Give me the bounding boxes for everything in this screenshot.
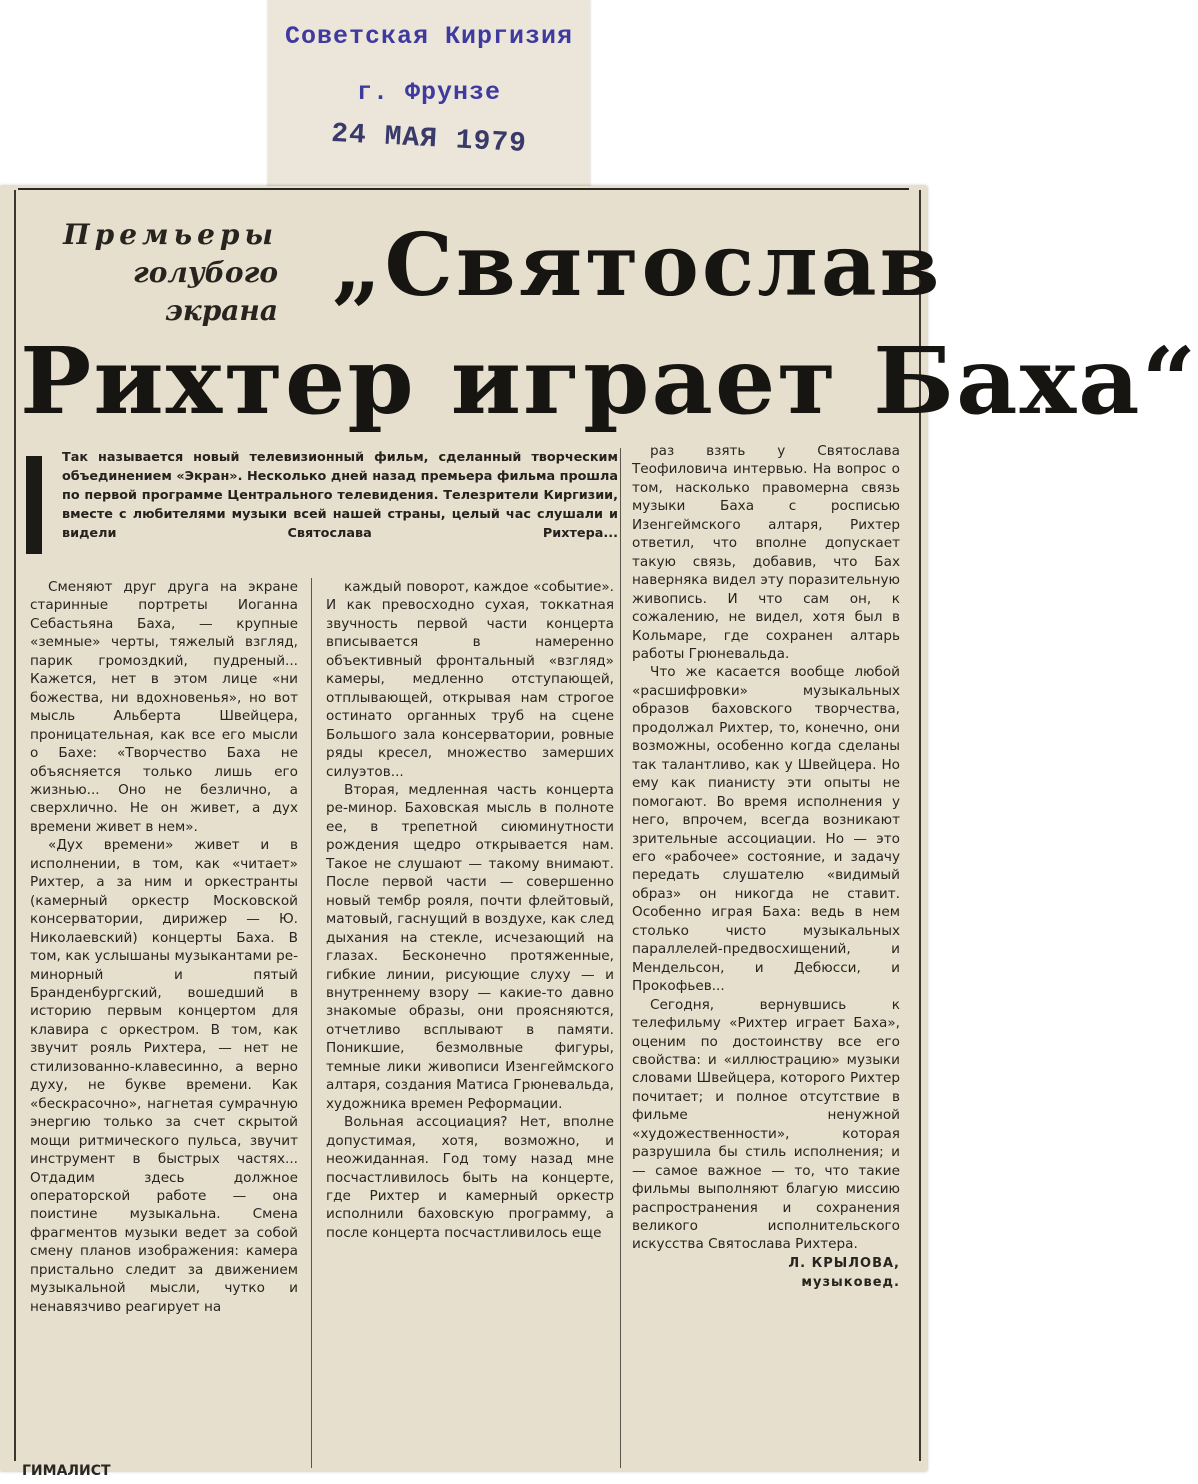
paragraph: Сменяют друг друга на экране старинные портреты Иоганна Себастьяна Баха, — крупные «земные» черты, тяжелый взгляд, парик громоздкий, пудреный... Кажется, нет в этом лице «ни божества, ни вдохновенья», но вот мысль Альберта Швейцера, проницательная, как все его мысли о Бахе: «Творчество Баха не объясняется только лишь его жизнью... Оно не безлично, а сверхлично. Не он живет, а дух времени живет в нем».: [30, 579, 298, 835]
lead-paragraph: Так называется новый телевизионный фильм, сделанный творческим объединением «Экран». Несколько дней назад премьера фильма прошла по первой программе Центрального телевидения. Телезрители Киргизии, вместе с любителями музыки всей нашей страны, целый час слушали и видели Святослава Рихтера...: [62, 450, 618, 541]
headline-line-1: „Святослав: [332, 215, 943, 316]
paragraph: «Дух времени» живет и в исполнении, в том, как «читает» Рихтер, а за ним и оркестранты (камерный оркестр Московской консерватории, дирижер — Ю. Николаевский) концерты Баха. В том, как услышаны музыкантами ре-минорный и пятый Бранденбургский, вошедший в историю первым концертом для клавира с оркестром. В том, как звучит рояль Рихтера, — нет не стилизованно-клавесинно, а верно духу, не букве времени. Как «бескрасочно», нагнетая сумрачную энергию только за счет скрытой мощи ритмического пульса, звучит инструмент в быстрых частях... Отдадим здесь должное операторской работе — она поистине музыкальна. Смена фрагментов музыки ведет за собой смену планов изображения: камера пристально следит за движением музыкальной мысли, чутко и ненавязчиво реагирует на: [30, 837, 298, 1315]
article-column-1: [30, 578, 298, 1316]
article-column-2: [326, 578, 614, 1242]
lead-box: [26, 448, 624, 568]
column-divider: [311, 578, 312, 1468]
author-name: Л. КРЫЛОВА,: [788, 1255, 900, 1271]
lead-bar: [26, 456, 42, 554]
paragraph: Вольная ассоциация? Нет, вполне допустимая, хотя, возможно, и неожиданная. Год тому назад мне посчастливилось быть на концерте, где Рихтер и камерный оркестр исполнили баховскую программу, а после концерта посчастливилось еще: [326, 1114, 614, 1241]
paragraph: каждый поворот, каждое «событие». И как превосходно сухая, токкатная звучность первой части концерта вписывается в намеренно объективный фронтальный «взгляд» камеры, медленно отступающей, отплывающей, открывая нам строгое остинато органных труб на сцене Большого зала консерватории, ровные ряды кресел, множество замерших силуэтов...: [326, 579, 614, 780]
stamp-city: г. Фрунзе: [356, 78, 502, 107]
stamp-slip: [268, 0, 590, 190]
paragraph: раз взять у Святослава Теофиловича интервью. На вопрос о том, насколько правомерна связь музыки Баха с росписью Изенгеймского алтаря, Рихтер ответил, что вполне допускает такую связь, добавив, что Бах наверняка видел эту поразительную живопись. И что сам он, к сожалению, не видел, хотя был в Кольмаре, где сохранен алтарь работы Грюневальда.: [632, 443, 900, 662]
paragraph: Что же касается вообще любой «расшифровки» музыкальных образов баховского творчества, продолжал Рихтер, то, конечно, они возможны, особенно когда сделаны так талантливо, как у Швейцера. Но ему как пианисту эти опыты не помогают. Во время исполнения у него, впрочем, всегда возникают зрительные ассоциации. Но — это его «рабочее» состояние, и задачу передать слушателю «видимый образ» он никогда не ставит. Особенно играя Баха: ведь в нем столько чисто музыкальных параллелей-предвосхищений, и Мендельсон, и Дебюсси, и Прокофьев...: [632, 664, 900, 995]
column-divider: [620, 448, 621, 1468]
author-role: музыковед.: [801, 1274, 900, 1290]
headline-line-2: Рихтер играет Баха“: [20, 327, 1198, 435]
article-headline: [16, 206, 1198, 435]
paragraph: Вторая, медленная часть концерта ре-минор. Баховская мысль в полноте ее, в трепетной сиюминутности рождения щедро открывается нам. Такое не слушают — такому внимают. После первой части — совершенно новый тембр рояля, почти флейтовый, матовый, гаснущий в воздухе, как след дыхания на стекле, исчезающий на глазах. Бесконечно протяженные, гибкие линии, рисующие слуху — и внутреннему взору — какие-то давно знакомые образы, они проясняются, отчетливо всплывают в памяти. Поникшие, безмолвные фигуры, темные лики живописи Изенгеймского алтаря, создания Матиса Грюневальда, художника времен Реформации.: [326, 781, 614, 1112]
paragraph: Сегодня, вернувшись к телефильму «Рихтер играет Баха», оценим по достоинству все его свойства: и «иллюстрацию» музыки словами Швейцера, которого Рихтер почитает; и полное отсутствие в фильме ненужной «художественности», которая разрушила бы стиль исполнения; и — самое важное — то, что такие фильмы выполняют благую миссию распространения и сохранения великого исполнительского искусства Святослава Рихтера.: [632, 996, 900, 1253]
cut-off-text-fragment: ГИМАЛИСТ: [22, 1463, 111, 1479]
stamp-newspaper-name: Советская Киргизия: [284, 22, 574, 51]
stamp-date: 24 МАЯ 1979: [330, 118, 528, 161]
article-column-3: [632, 442, 900, 1292]
rubric-line-2: голубого экрана: [133, 256, 278, 327]
newspaper-clipping: [0, 186, 1198, 1479]
top-rule: [18, 188, 909, 194]
rubric-line-1: Премьеры: [63, 218, 278, 251]
